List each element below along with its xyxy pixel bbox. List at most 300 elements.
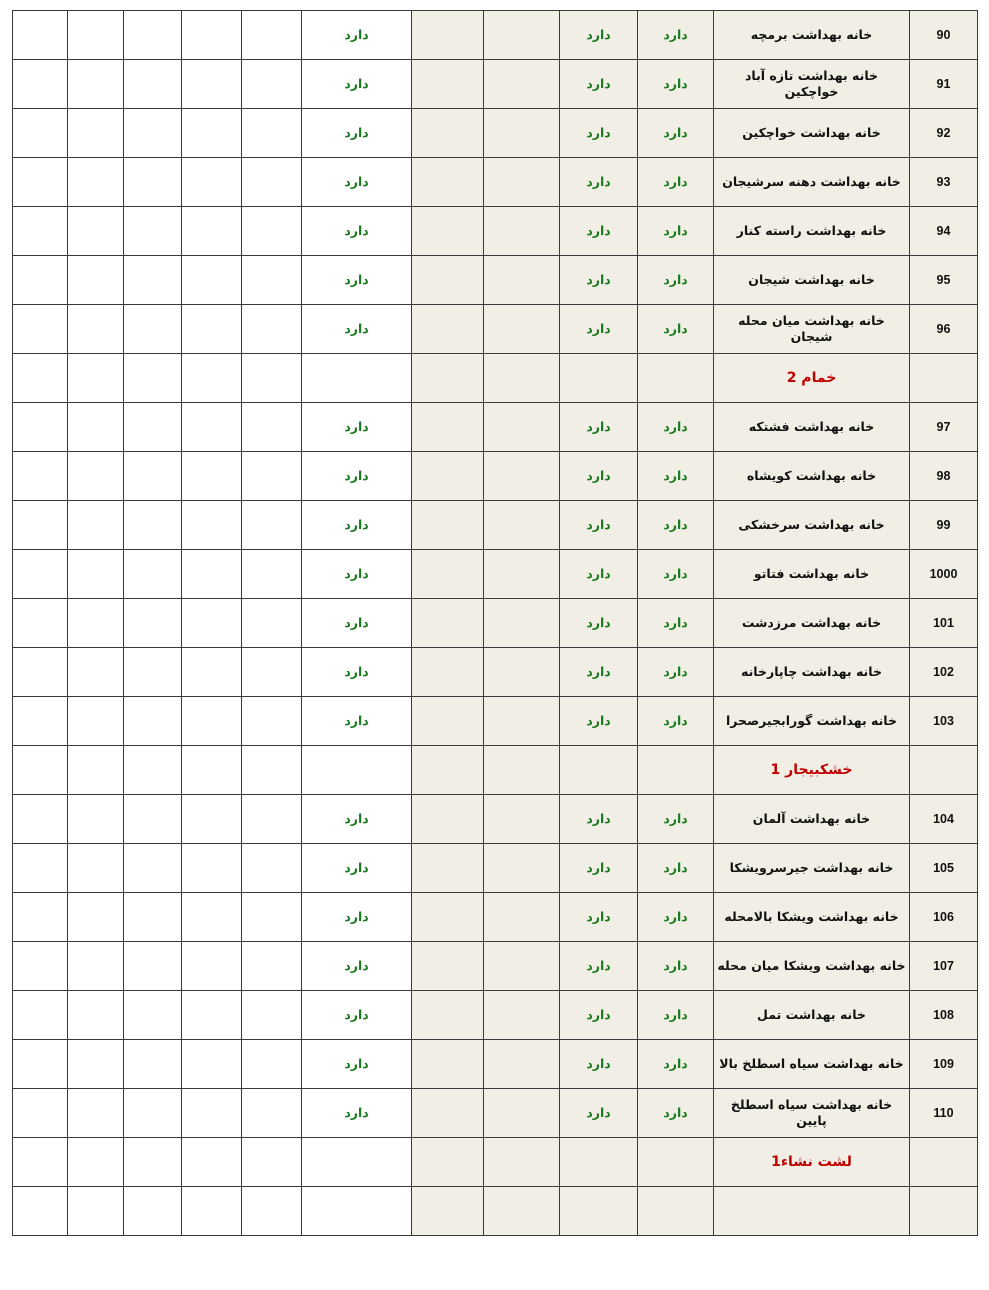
blank-cell	[182, 648, 242, 697]
facility-name-cell: خانه بهداشت شیجان	[714, 256, 910, 305]
row-number-cell	[910, 1187, 978, 1236]
blank-cell	[13, 648, 68, 697]
section-title-cell: خشکبیجار 1	[714, 746, 910, 795]
facility-name-cell: خانه بهداشت گورابجیرصحرا	[714, 697, 910, 746]
facility-name-cell	[714, 1187, 910, 1236]
blank-cell	[182, 207, 242, 256]
row-number-cell: 103	[910, 697, 978, 746]
blank-cell	[182, 1138, 242, 1187]
blank-cell	[242, 893, 302, 942]
table-row	[13, 550, 978, 599]
status-cell-2: دارد	[560, 697, 638, 746]
status-cell-1: دارد	[638, 60, 714, 109]
status-cell-1	[638, 746, 714, 795]
blank-tinted-cell	[484, 1089, 560, 1138]
blank-cell	[13, 1089, 68, 1138]
blank-cell	[182, 991, 242, 1040]
status-cell-2: دارد	[560, 403, 638, 452]
status-cell-1: دارد	[638, 844, 714, 893]
blank-cell	[68, 256, 124, 305]
blank-cell	[68, 60, 124, 109]
blank-cell	[13, 256, 68, 305]
blank-cell	[182, 599, 242, 648]
row-number-cell: 101	[910, 599, 978, 648]
blank-cell	[182, 893, 242, 942]
blank-cell	[182, 60, 242, 109]
blank-cell	[68, 795, 124, 844]
blank-cell	[68, 158, 124, 207]
blank-cell	[124, 305, 182, 354]
blank-cell	[182, 109, 242, 158]
facility-name-cell: خانه بهداشت تمل	[714, 991, 910, 1040]
blank-cell	[182, 256, 242, 305]
blank-tinted-cell	[412, 109, 484, 158]
row-number-cell	[910, 1138, 978, 1187]
blank-cell	[242, 256, 302, 305]
status-cell-2: دارد	[560, 844, 638, 893]
blank-tinted-cell	[412, 991, 484, 1040]
blank-cell	[182, 697, 242, 746]
blank-cell	[13, 207, 68, 256]
blank-cell	[182, 403, 242, 452]
facility-name-cell: خانه بهداشت دهنه سرشیجان	[714, 158, 910, 207]
facility-name-cell: خانه بهداشت سیاه اسطلخ بالا	[714, 1040, 910, 1089]
facility-name-cell: خانه بهداشت فشتکه	[714, 403, 910, 452]
status-cell-3: دارد	[302, 697, 412, 746]
blank-cell	[13, 305, 68, 354]
status-cell-2: دارد	[560, 11, 638, 60]
blank-cell	[182, 1040, 242, 1089]
table-section-row	[13, 1138, 978, 1187]
blank-tinted-cell	[412, 697, 484, 746]
row-number-cell: 93	[910, 158, 978, 207]
blank-cell	[124, 697, 182, 746]
status-cell-3: دارد	[302, 1089, 412, 1138]
row-number-cell: 92	[910, 109, 978, 158]
blank-cell	[13, 109, 68, 158]
status-cell-3: دارد	[302, 795, 412, 844]
blank-cell	[68, 1089, 124, 1138]
status-cell-3: دارد	[302, 60, 412, 109]
blank-cell	[242, 746, 302, 795]
blank-cell	[242, 942, 302, 991]
blank-tinted-cell	[484, 60, 560, 109]
blank-cell	[242, 305, 302, 354]
blank-cell	[242, 207, 302, 256]
blank-cell	[242, 158, 302, 207]
row-number-cell: 99	[910, 501, 978, 550]
status-cell-3: دارد	[302, 1040, 412, 1089]
status-cell-1: دارد	[638, 893, 714, 942]
status-cell-1: دارد	[638, 158, 714, 207]
blank-tinted-cell	[484, 795, 560, 844]
blank-tinted-cell	[484, 991, 560, 1040]
blank-tinted-cell	[412, 158, 484, 207]
status-cell-2	[560, 746, 638, 795]
facility-name-cell: خانه بهداشت میان محله شیجان	[714, 305, 910, 354]
blank-cell	[242, 403, 302, 452]
blank-cell	[13, 942, 68, 991]
blank-tinted-cell	[412, 550, 484, 599]
blank-cell	[68, 11, 124, 60]
blank-tinted-cell	[412, 844, 484, 893]
facility-name-cell: خانه بهداشت جیرسرویشکا	[714, 844, 910, 893]
table-row	[13, 158, 978, 207]
blank-cell	[124, 1138, 182, 1187]
blank-cell	[124, 501, 182, 550]
facility-name-cell: خانه بهداشت راسته کنار	[714, 207, 910, 256]
table-row	[13, 256, 978, 305]
blank-cell	[242, 599, 302, 648]
blank-cell	[242, 354, 302, 403]
status-cell-1: دارد	[638, 942, 714, 991]
blank-cell	[13, 158, 68, 207]
blank-cell	[13, 452, 68, 501]
row-number-cell: 110	[910, 1089, 978, 1138]
row-number-cell: 95	[910, 256, 978, 305]
blank-cell	[242, 1138, 302, 1187]
blank-cell	[68, 599, 124, 648]
status-cell-2: دارد	[560, 1040, 638, 1089]
status-cell-2: دارد	[560, 305, 638, 354]
blank-cell	[124, 1040, 182, 1089]
blank-tinted-cell	[484, 844, 560, 893]
status-cell-3: دارد	[302, 648, 412, 697]
blank-cell	[242, 501, 302, 550]
row-number-cell: 102	[910, 648, 978, 697]
blank-tinted-cell	[412, 60, 484, 109]
blank-tinted-cell	[484, 452, 560, 501]
blank-tinted-cell	[484, 109, 560, 158]
blank-cell	[182, 1089, 242, 1138]
blank-tinted-cell	[412, 403, 484, 452]
blank-cell	[182, 844, 242, 893]
status-cell-3: دارد	[302, 893, 412, 942]
status-cell-2: دارد	[560, 795, 638, 844]
blank-cell	[13, 991, 68, 1040]
table-section-row	[13, 746, 978, 795]
row-number-cell: 96	[910, 305, 978, 354]
facility-name-cell: خانه بهداشت ویشکا بالامحله	[714, 893, 910, 942]
blank-tinted-cell	[412, 942, 484, 991]
blank-tinted-cell	[412, 501, 484, 550]
row-number-cell: 107	[910, 942, 978, 991]
blank-cell	[124, 1187, 182, 1236]
blank-tinted-cell	[412, 1040, 484, 1089]
blank-cell	[13, 697, 68, 746]
blank-tinted-cell	[412, 893, 484, 942]
status-cell-2	[560, 354, 638, 403]
blank-cell	[13, 501, 68, 550]
status-cell-3: دارد	[302, 942, 412, 991]
blank-cell	[124, 746, 182, 795]
table-row	[13, 893, 978, 942]
row-number-cell: 97	[910, 403, 978, 452]
status-cell-1: دارد	[638, 305, 714, 354]
status-cell-1: دارد	[638, 207, 714, 256]
blank-tinted-cell	[484, 256, 560, 305]
blank-cell	[13, 354, 68, 403]
blank-cell	[242, 991, 302, 1040]
status-cell-2: دارد	[560, 991, 638, 1040]
row-number-cell	[910, 354, 978, 403]
blank-cell	[68, 648, 124, 697]
blank-cell	[13, 550, 68, 599]
blank-cell	[124, 109, 182, 158]
blank-cell	[124, 942, 182, 991]
blank-cell	[124, 11, 182, 60]
blank-cell	[124, 599, 182, 648]
table-row	[13, 648, 978, 697]
blank-cell	[182, 1187, 242, 1236]
status-cell-1: دارد	[638, 1040, 714, 1089]
facility-name-cell: خانه بهداشت سرخشکی	[714, 501, 910, 550]
row-number-cell: 106	[910, 893, 978, 942]
status-cell-2: دارد	[560, 109, 638, 158]
status-cell-2	[560, 1138, 638, 1187]
table-row	[13, 942, 978, 991]
blank-cell	[68, 1138, 124, 1187]
facility-name-cell: خانه بهداشت ویشکا میان محله	[714, 942, 910, 991]
blank-cell	[242, 60, 302, 109]
facility-name-cell: خانه بهداشت مرزدشت	[714, 599, 910, 648]
row-number-cell: 109	[910, 1040, 978, 1089]
status-cell-3: دارد	[302, 991, 412, 1040]
section-title-cell: خمام 2	[714, 354, 910, 403]
blank-cell	[68, 844, 124, 893]
blank-cell	[124, 893, 182, 942]
blank-cell	[13, 1040, 68, 1089]
blank-cell	[124, 991, 182, 1040]
table-section-row	[13, 354, 978, 403]
blank-tinted-cell	[484, 942, 560, 991]
blank-cell	[124, 550, 182, 599]
blank-cell	[182, 550, 242, 599]
facility-name-cell: خانه بهداشت تازه آباد خواچکین	[714, 60, 910, 109]
blank-tinted-cell	[412, 1187, 484, 1236]
status-cell-2: دارد	[560, 648, 638, 697]
blank-tinted-cell	[484, 893, 560, 942]
table-row	[13, 599, 978, 648]
row-number-cell: 108	[910, 991, 978, 1040]
table-row	[13, 207, 978, 256]
status-cell-3: دارد	[302, 403, 412, 452]
status-cell-2: دارد	[560, 893, 638, 942]
status-cell-1	[638, 1187, 714, 1236]
status-cell-2: دارد	[560, 1089, 638, 1138]
blank-tinted-cell	[484, 599, 560, 648]
status-cell-1: دارد	[638, 697, 714, 746]
blank-cell	[13, 599, 68, 648]
status-cell-3	[302, 354, 412, 403]
blank-cell	[68, 109, 124, 158]
status-cell-2: دارد	[560, 599, 638, 648]
blank-tinted-cell	[484, 501, 560, 550]
blank-cell	[124, 207, 182, 256]
status-cell-3: دارد	[302, 207, 412, 256]
status-cell-2: دارد	[560, 207, 638, 256]
blank-cell	[68, 550, 124, 599]
blank-cell	[182, 795, 242, 844]
status-cell-3: دارد	[302, 501, 412, 550]
blank-tinted-cell	[484, 403, 560, 452]
table-row	[13, 991, 978, 1040]
blank-cell	[182, 11, 242, 60]
status-cell-3: دارد	[302, 256, 412, 305]
status-cell-2: دارد	[560, 501, 638, 550]
blank-cell	[124, 354, 182, 403]
blank-tinted-cell	[484, 11, 560, 60]
facility-name-cell: خانه بهداشت کویشاه	[714, 452, 910, 501]
row-number-cell: 104	[910, 795, 978, 844]
status-cell-1: دارد	[638, 403, 714, 452]
blank-cell	[13, 746, 68, 795]
table-row	[13, 403, 978, 452]
blank-cell	[13, 1187, 68, 1236]
blank-cell	[182, 158, 242, 207]
table-row	[13, 844, 978, 893]
table-row	[13, 60, 978, 109]
blank-tinted-cell	[412, 305, 484, 354]
status-cell-3: دارد	[302, 158, 412, 207]
blank-tinted-cell	[412, 207, 484, 256]
status-cell-3: دارد	[302, 844, 412, 893]
table-row	[13, 305, 978, 354]
blank-cell	[182, 942, 242, 991]
blank-cell	[68, 1040, 124, 1089]
facility-name-cell: خانه بهداشت فتاتو	[714, 550, 910, 599]
blank-cell	[68, 501, 124, 550]
status-cell-1: دارد	[638, 599, 714, 648]
blank-cell	[182, 501, 242, 550]
table-body	[13, 11, 978, 1236]
table-row	[13, 452, 978, 501]
status-cell-3: دارد	[302, 452, 412, 501]
facility-name-cell: خانه بهداشت سیاه اسطلخ پایین	[714, 1089, 910, 1138]
blank-cell	[182, 305, 242, 354]
table-row	[13, 795, 978, 844]
status-cell-2: دارد	[560, 550, 638, 599]
table-row	[13, 109, 978, 158]
blank-tinted-cell	[484, 550, 560, 599]
table-row	[13, 1040, 978, 1089]
facility-name-cell: خانه بهداشت آلمان	[714, 795, 910, 844]
status-cell-3	[302, 1187, 412, 1236]
blank-tinted-cell	[412, 746, 484, 795]
blank-cell	[242, 1089, 302, 1138]
document-page	[0, 10, 989, 1290]
blank-cell	[242, 1040, 302, 1089]
blank-cell	[68, 305, 124, 354]
blank-cell	[13, 11, 68, 60]
blank-cell	[68, 991, 124, 1040]
status-cell-3: دارد	[302, 109, 412, 158]
blank-cell	[124, 403, 182, 452]
blank-cell	[13, 60, 68, 109]
row-number-cell: 90	[910, 11, 978, 60]
row-number-cell: 98	[910, 452, 978, 501]
row-number-cell	[910, 746, 978, 795]
blank-cell	[13, 1138, 68, 1187]
blank-cell	[182, 354, 242, 403]
status-cell-1: دارد	[638, 550, 714, 599]
blank-cell	[242, 11, 302, 60]
status-cell-1: دارد	[638, 109, 714, 158]
blank-tinted-cell	[412, 648, 484, 697]
blank-cell	[13, 795, 68, 844]
blank-cell	[124, 648, 182, 697]
blank-cell	[68, 942, 124, 991]
blank-tinted-cell	[484, 746, 560, 795]
status-cell-2: دارد	[560, 452, 638, 501]
blank-cell	[68, 403, 124, 452]
blank-cell	[124, 795, 182, 844]
health-houses-table	[12, 10, 978, 1236]
status-cell-1: دارد	[638, 1089, 714, 1138]
status-cell-1: دارد	[638, 991, 714, 1040]
blank-cell	[68, 207, 124, 256]
facility-name-cell: خانه بهداشت چاپارخانه	[714, 648, 910, 697]
blank-cell	[124, 1089, 182, 1138]
row-number-cell: 105	[910, 844, 978, 893]
status-cell-2: دارد	[560, 942, 638, 991]
status-cell-1	[638, 354, 714, 403]
status-cell-1: دارد	[638, 256, 714, 305]
blank-tinted-cell	[484, 1040, 560, 1089]
blank-tinted-cell	[412, 11, 484, 60]
status-cell-1: دارد	[638, 795, 714, 844]
status-cell-2	[560, 1187, 638, 1236]
blank-tinted-cell	[484, 305, 560, 354]
blank-tinted-cell	[412, 1138, 484, 1187]
blank-cell	[242, 550, 302, 599]
blank-tinted-cell	[412, 256, 484, 305]
row-number-cell: 91	[910, 60, 978, 109]
blank-tinted-cell	[484, 158, 560, 207]
blank-cell	[124, 256, 182, 305]
blank-cell	[68, 697, 124, 746]
blank-tinted-cell	[412, 1089, 484, 1138]
status-cell-3: دارد	[302, 305, 412, 354]
status-cell-3: دارد	[302, 599, 412, 648]
table-row	[13, 1089, 978, 1138]
status-cell-2: دارد	[560, 158, 638, 207]
blank-cell	[13, 893, 68, 942]
blank-cell	[242, 795, 302, 844]
blank-tinted-cell	[412, 795, 484, 844]
status-cell-2: دارد	[560, 256, 638, 305]
blank-tinted-cell	[484, 1187, 560, 1236]
blank-cell	[68, 354, 124, 403]
blank-tinted-cell	[412, 452, 484, 501]
blank-tinted-cell	[484, 697, 560, 746]
facility-name-cell: خانه بهداشت خواچکین	[714, 109, 910, 158]
blank-cell	[68, 1187, 124, 1236]
blank-tinted-cell	[412, 599, 484, 648]
section-title-cell: لشت نشاء1	[714, 1138, 910, 1187]
blank-cell	[242, 697, 302, 746]
blank-cell	[124, 60, 182, 109]
row-number-cell: 94	[910, 207, 978, 256]
status-cell-3: دارد	[302, 550, 412, 599]
table-row	[13, 697, 978, 746]
blank-tinted-cell	[484, 648, 560, 697]
blank-cell	[242, 452, 302, 501]
blank-cell	[242, 109, 302, 158]
blank-tinted-cell	[412, 354, 484, 403]
blank-tinted-cell	[484, 354, 560, 403]
blank-cell	[242, 1187, 302, 1236]
